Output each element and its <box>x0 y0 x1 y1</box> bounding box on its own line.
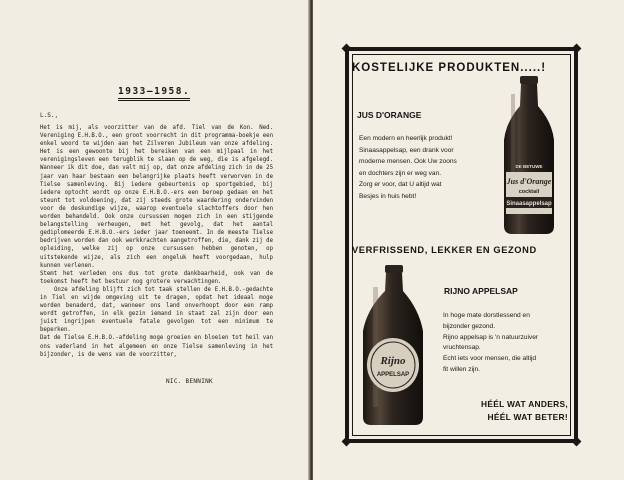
description-line: In hoge mate dorstlessend en <box>443 312 530 319</box>
description-line: vruchtensap. <box>443 344 481 352</box>
letter-paragraph: Dat de Tielse E.H.B.O.-afdeling moge groeien en bloeien tot heil van ons vaderland in het algemeen en onze Tielse samenleving in het bijzonder, is de wens van de voorzitter, <box>40 335 273 358</box>
description-line: Sinaasappelsap, een drank voor <box>359 146 454 154</box>
advertisement-slogan: VERFRISSEND, LEKKER EN GEZOND <box>352 245 537 255</box>
description-line: Een modern en heerlijk produkt! <box>359 135 453 142</box>
label-text: APPELSAP <box>376 372 410 378</box>
left-page <box>0 0 310 480</box>
description-line: en dochters zijn er weg van. <box>359 169 442 177</box>
product-description-jus-dorange <box>359 133 505 202</box>
description-line: Rijno appelsap is 'n natuurzuiver <box>443 333 539 341</box>
salutation: L.S., <box>40 112 59 119</box>
bottle-cap <box>520 76 538 84</box>
label-text: cocktail <box>518 189 540 195</box>
description-line: Besjes in huis hebt! <box>359 192 417 200</box>
jus-dorange-bottle-image <box>500 76 558 236</box>
label-text: DE BETUWE <box>515 164 543 169</box>
signature: NIC. BENNINK <box>166 378 213 385</box>
letter-paragraph: Stemt het verleden ons dus tot grote dankbaarheid, ook van de toekomst heeft het bestuur nog grotere verwachtingen. <box>40 270 273 285</box>
bottle-cap <box>385 265 403 273</box>
label-text: Rijno <box>380 355 406 367</box>
description-line: bijzonder gezond. <box>443 322 496 330</box>
product-name-rijno-appelsap: RIJNO APPELSAP <box>444 286 518 296</box>
description-line: fit willen zijn. <box>443 365 481 373</box>
description-line: Zorg er voor, dat U altijd wat <box>359 181 442 188</box>
description-line: moderne mensen. Ook Uw zoons <box>359 158 457 165</box>
page-heading: 1933–1958. <box>118 86 191 97</box>
rijno-appelsap-bottle-image <box>355 265 431 427</box>
product-name-jus-dorange: JUS D'ORANGE <box>357 110 422 120</box>
product-description-rijno-appelsap <box>443 311 575 376</box>
letter-paragraph: Het is mij, als voorzitter van de afd. Tiel van de Kon. Ned. Vereniging E.H.B.O., een groot voorrecht in dit programma-boekje een enkel woord te wijden aan het Zilveren Jubileum van onze afdeling. Het is een gewoonte bij het bereiken van een mijlpaal in het verenigingsleven een terugblik te slaan op de weg, die is afgelegd. Wanneer ik dit doe, dan valt mij op, dat onze afdeling zich in de 25 jaar van haar bestaan een belangrijke plaats heeft verworven in de Tielse samenleving. Bij iedere gebeurtenis op sportgebied, bij iedere optocht wordt op onze E.H.B.O.-ers een beroep gedaan en het steunt tot voldoening, dat zij steeds grote waardering ondervinden voor de deskundige wijze, waarop eventuele slachtoffers door hen worden behandeld. Ook onze cursussen mogen zich in een stijgende belangstelling verheugen, met het gevolg, dat het aantal gediplomeerde E.H.B.O.-ers ieder jaar toeneemt. In de meeste Tielse bedrijven worden dan ook werkkrachten aangetroffen, die, dank zij de opleiding, welke zij op onze cursussen hebben genoten, op uitstekende wijze, als zich een ongeluk heeft voorgedaan, hulp kunnen verlenen. <box>40 125 273 269</box>
letter-body <box>40 124 273 359</box>
advertisement-closing <box>425 398 568 424</box>
label-text: Sinaasappelsap <box>506 201 552 207</box>
advertisement-title: KOSTELIJKE PRODUKTEN.....! <box>352 62 547 74</box>
description-line: Echt iets voor mensen, die altijd <box>443 355 537 363</box>
closing-line: HÉÉL WAT ANDERS, <box>480 399 568 409</box>
closing-line: HÉÉL WAT BETER! <box>487 412 568 422</box>
label-text: Jus d'Orange <box>506 177 552 186</box>
letter-paragraph: Onze afdeling blijft zich tot taak stellen de E.H.B.O.-gedachte in Tiel en wijde omgeving uit te dragen, opdat het ideaal moge worden benaderd, dat, wanneer ons land onverhoopt door een ramp wordt getroffen, in elk gezin iemand in staat zal zijn door een juist ingrijpen eventuele fatale gevolgen tot een minimum te beperken. <box>40 286 273 334</box>
